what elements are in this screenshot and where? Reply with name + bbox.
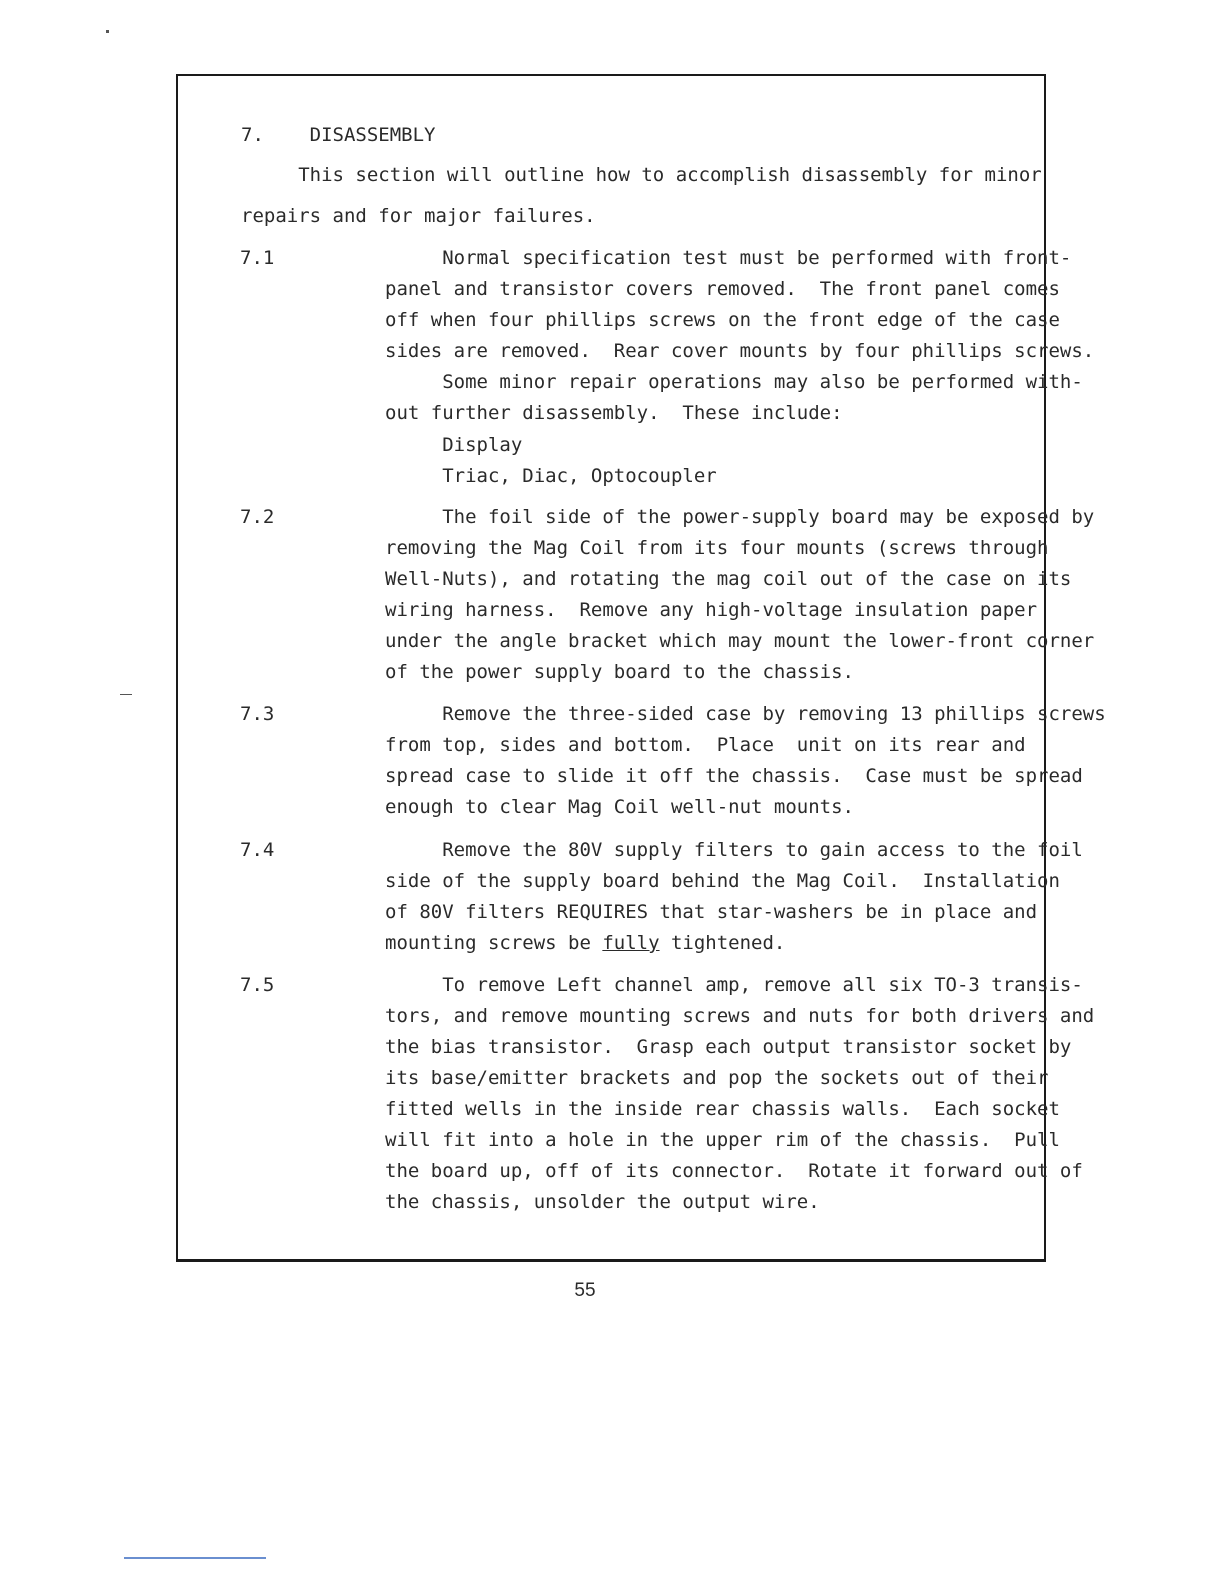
subsection-line: Triac, Diac, Optocoupler — [385, 465, 717, 487]
subsection-line: Remove the three-sided case by removing 13 phillips screws — [385, 703, 1106, 725]
subsection-line: from top, sides and bottom. Place unit on its rear and — [385, 734, 1026, 756]
subsection-line: spread case to slide it off the chassis. Case must be spread — [385, 765, 1083, 787]
underlined-word: fully — [602, 932, 660, 954]
subsection-line: Well-Nuts), and rotating the mag coil out of the case on its — [385, 568, 1072, 590]
subsection-line: of the power supply board to the chassis. — [385, 661, 854, 683]
subsection-line: wiring harness. Remove any high-voltage insulation paper — [385, 599, 1038, 621]
subsection-line: the chassis, unsolder the output wire. — [385, 1191, 820, 1213]
subsection-line: The foil side of the power-supply board may be exposed by — [385, 506, 1095, 528]
subsection-line: will fit into a hole in the upper rim of the chassis. Pull — [385, 1129, 1060, 1151]
subsection-line: removing the Mag Coil from its four mounts (screws through — [385, 537, 1049, 559]
subsection-line: sides are removed. Rear cover mounts by four phillips screws. — [385, 340, 1095, 362]
scan-speck — [106, 30, 109, 33]
subsection-number: 7.2 — [240, 506, 275, 528]
subsection-line: its base/emitter brackets and pop the sockets out of their — [385, 1067, 1049, 1089]
subsection-number: 7.4 — [240, 839, 275, 861]
subsection-line: Some minor repair operations may also be performed with- — [385, 371, 1083, 393]
section-heading: 7. DISASSEMBLY — [241, 124, 436, 146]
subsection-line: enough to clear Mag Coil well-nut mounts. — [385, 796, 854, 818]
subsection-line: tors, and remove mounting screws and nuts for both drivers and — [385, 1005, 1095, 1027]
subsection-line: the bias transistor. Grasp each output transistor socket by — [385, 1036, 1072, 1058]
scan-edge-line — [124, 1557, 266, 1559]
intro-line-1: This section will outline how to accomplish disassembly for minor — [298, 164, 1042, 186]
subsection-line: mounting screws be fully tightened. — [385, 932, 786, 954]
scan-mark — [120, 694, 132, 695]
subsection-line: the board up, off of its connector. Rotate it forward out of — [385, 1160, 1083, 1182]
subsection-line: Normal specification test must be performed with front- — [385, 247, 1072, 269]
subsection-line: Remove the 80V supply filters to gain access to the foil — [385, 839, 1083, 861]
subsection-line: fitted wells in the inside rear chassis walls. Each socket — [385, 1098, 1060, 1120]
subsection-line: side of the supply board behind the Mag Coil. Installation — [385, 870, 1060, 892]
subsection-number: 7.5 — [240, 974, 275, 996]
subsection-line: panel and transistor covers removed. The front panel comes — [385, 278, 1060, 300]
subsection-line: out further disassembly. These include: — [385, 402, 843, 424]
subsection-line: Display — [385, 434, 523, 456]
subsection-line: off when four phillips screws on the front edge of the case — [385, 309, 1060, 331]
subsection-line: To remove Left channel amp, remove all six TO-3 transis- — [385, 974, 1083, 996]
subsection-number: 7.3 — [240, 703, 275, 725]
page-number: 55 — [574, 1280, 596, 1301]
subsection-number: 7.1 — [240, 247, 275, 269]
subsection-line: under the angle bracket which may mount the lower-front corner — [385, 630, 1095, 652]
subsection-line: of 80V filters REQUIRES that star-washers be in place and — [385, 901, 1038, 923]
intro-line-2: repairs and for major failures. — [241, 205, 596, 227]
